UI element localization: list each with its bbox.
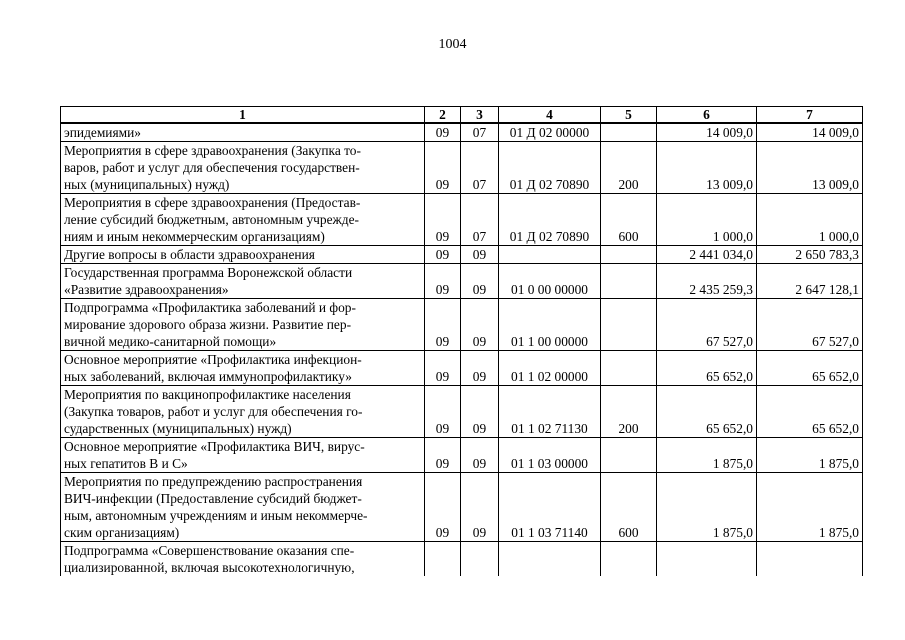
row-expense-type (601, 438, 657, 473)
row-section: 09 (425, 123, 461, 142)
table-row (61, 142, 863, 194)
row-target-item: 01 1 02 71130 (499, 386, 601, 438)
row-section: 09 (425, 351, 461, 386)
col-header-2: 2 (425, 107, 461, 124)
row-subsection: 07 (461, 194, 499, 246)
table-row (61, 299, 863, 351)
row-amount-1: 2 435 259,3 (657, 264, 757, 299)
row-subsection: 07 (461, 142, 499, 194)
row-subsection: 09 (461, 264, 499, 299)
col-header-3: 3 (461, 107, 499, 124)
table-row (61, 246, 863, 264)
table-row (61, 386, 863, 438)
table-row (61, 473, 863, 542)
row-target-item: 01 1 00 00000 (499, 299, 601, 351)
row-expense-type: 200 (601, 142, 657, 194)
row-amount-2: 1 000,0 (757, 194, 863, 246)
budget-table (60, 106, 863, 576)
page-number: 1004 (438, 37, 467, 52)
row-name: Мероприятия в сфере здравоохранения (Предостав- ление субсидий бюджетным, автономным учрежде- ниям и иным некоммерческим организациям) (61, 194, 425, 246)
row-name: Мероприятия в сфере здравоохранения (Закупка то- варов, работ и услуг для обеспечения государствен- ных (муниципальных) нужд) (61, 142, 425, 194)
row-target-item: 01 1 02 00000 (499, 351, 601, 386)
row-amount-1: 14 009,0 (657, 123, 757, 142)
col-header-1: 1 (61, 107, 425, 124)
row-name: Подпрограмма «Профилактика заболеваний и фор- мирование здорового образа жизни. Развитие пер- вичной медико-санитарной помощи» (61, 299, 425, 351)
row-section: 09 (425, 299, 461, 351)
col-header-5: 5 (601, 107, 657, 124)
table-row (61, 123, 863, 142)
row-subsection: 09 (461, 351, 499, 386)
table-row (61, 351, 863, 386)
row-subsection: 07 (461, 123, 499, 142)
row-amount-1: 2 441 034,0 (657, 246, 757, 264)
row-amount-2: 1 875,0 (757, 438, 863, 473)
header-row (61, 107, 863, 124)
row-name: Подпрограмма «Совершенствование оказания спе- циализированной, включая высокотехнологичную, (61, 542, 425, 577)
row-amount-2: 2 647 128,1 (757, 264, 863, 299)
row-expense-type (601, 246, 657, 264)
row-section: 09 (425, 473, 461, 542)
row-subsection: 09 (461, 386, 499, 438)
row-amount-1: 65 652,0 (657, 351, 757, 386)
row-name: Другие вопросы в области здравоохранения (61, 246, 425, 264)
row-target-item: 01 0 00 00000 (499, 264, 601, 299)
row-section: 09 (425, 142, 461, 194)
row-expense-type: 600 (601, 194, 657, 246)
table-row (61, 438, 863, 473)
row-target-item (499, 246, 601, 264)
row-amount-2: 1 875,0 (757, 473, 863, 542)
row-name: Государственная программа Воронежской области «Развитие здравоохранения» (61, 264, 425, 299)
table-row (61, 194, 863, 246)
row-name: эпидемиями» (61, 123, 425, 142)
row-subsection: 09 (461, 473, 499, 542)
row-section: 09 (425, 194, 461, 246)
table-row (61, 264, 863, 299)
row-section: 09 (425, 386, 461, 438)
row-amount-2: 2 650 783,3 (757, 246, 863, 264)
row-amount-2 (757, 542, 863, 577)
row-target-item: 01 Д 02 70890 (499, 142, 601, 194)
row-target-item (499, 542, 601, 577)
row-expense-type (601, 542, 657, 577)
row-section: 09 (425, 264, 461, 299)
col-header-6: 6 (657, 107, 757, 124)
row-expense-type: 200 (601, 386, 657, 438)
row-target-item: 01 1 03 00000 (499, 438, 601, 473)
row-amount-1: 67 527,0 (657, 299, 757, 351)
row-amount-1 (657, 542, 757, 577)
row-target-item: 01 Д 02 70890 (499, 194, 601, 246)
row-name: Основное мероприятие «Профилактика инфекцион- ных заболеваний, включая иммунопрофилактику» (61, 351, 425, 386)
row-amount-2: 13 009,0 (757, 142, 863, 194)
row-expense-type (601, 123, 657, 142)
row-subsection: 09 (461, 299, 499, 351)
row-name: Мероприятия по предупреждению распространения ВИЧ-инфекции (Предоставление субсидий бюджет- ным, автономным учреждениям и иным некоммерче- ским организациям) (61, 473, 425, 542)
row-section: 09 (425, 246, 461, 264)
table-body (61, 123, 863, 576)
row-subsection: 09 (461, 438, 499, 473)
row-target-item: 01 Д 02 00000 (499, 123, 601, 142)
row-section: 09 (425, 438, 461, 473)
row-amount-1: 1 000,0 (657, 194, 757, 246)
row-section (425, 542, 461, 577)
row-name: Мероприятия по вакцинопрофилактике населения (Закупка товаров, работ и услуг для обеспечения го- сударственных (муниципальных) нужд) (61, 386, 425, 438)
col-header-4: 4 (499, 107, 601, 124)
row-expense-type (601, 299, 657, 351)
col-header-7: 7 (757, 107, 863, 124)
row-amount-2: 65 652,0 (757, 351, 863, 386)
row-amount-1: 65 652,0 (657, 386, 757, 438)
table-row (61, 542, 863, 577)
row-subsection (461, 542, 499, 577)
row-subsection: 09 (461, 246, 499, 264)
row-amount-1: 13 009,0 (657, 142, 757, 194)
row-target-item: 01 1 03 71140 (499, 473, 601, 542)
row-amount-1: 1 875,0 (657, 473, 757, 542)
row-expense-type (601, 264, 657, 299)
row-amount-1: 1 875,0 (657, 438, 757, 473)
row-name: Основное мероприятие «Профилактика ВИЧ, вирус- ных гепатитов В и С» (61, 438, 425, 473)
row-amount-2: 65 652,0 (757, 386, 863, 438)
row-expense-type: 600 (601, 473, 657, 542)
row-amount-2: 67 527,0 (757, 299, 863, 351)
row-amount-2: 14 009,0 (757, 123, 863, 142)
row-expense-type (601, 351, 657, 386)
